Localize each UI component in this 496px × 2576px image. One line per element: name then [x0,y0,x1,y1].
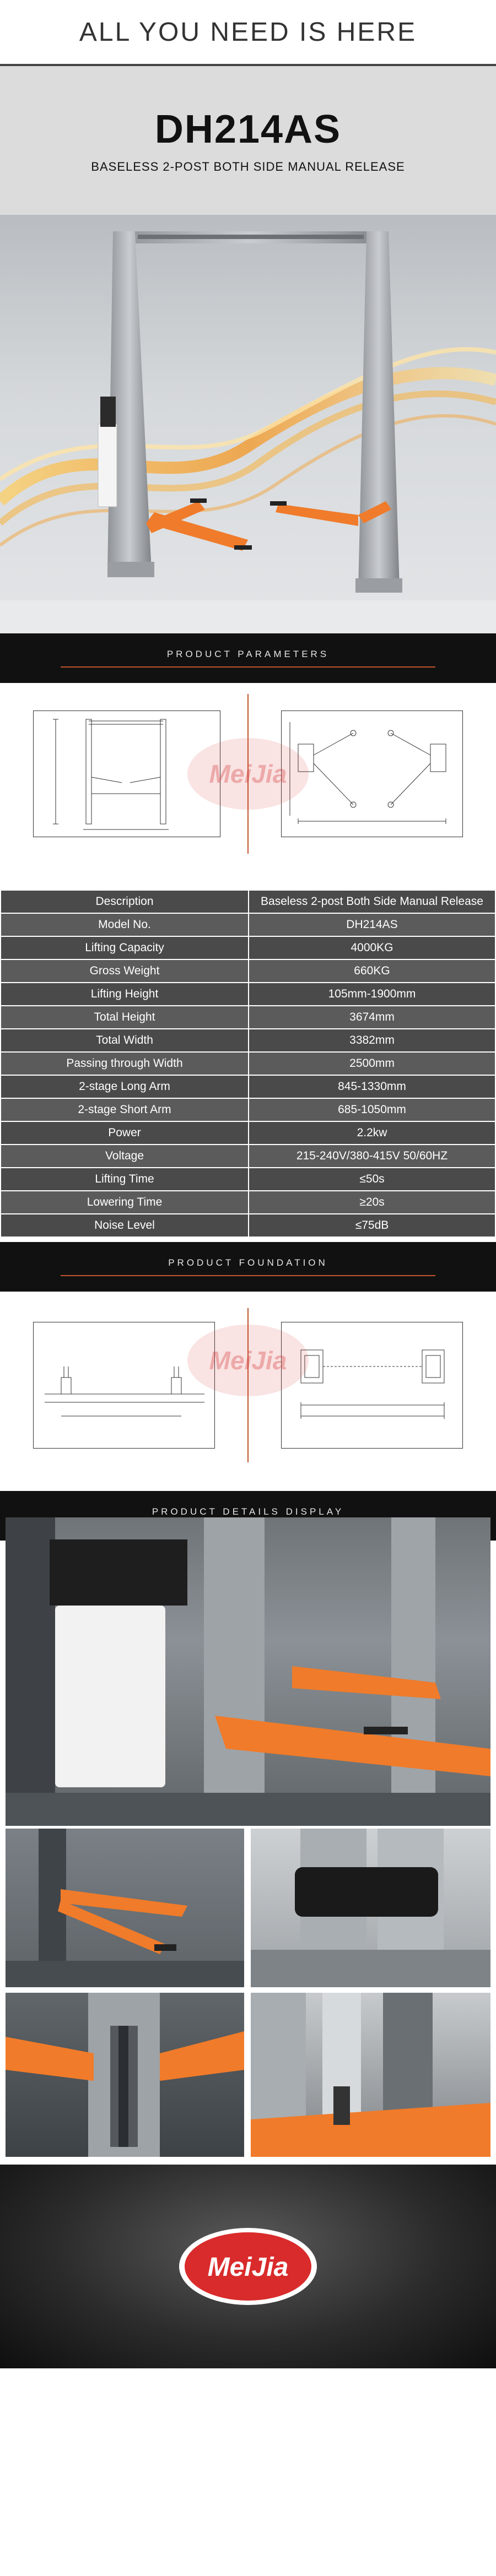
arm-floor-photo [6,1829,244,1987]
spec-row [1,1121,495,1145]
foundation-drawings [0,1292,496,1479]
brand-logo-text: MeiJia [207,2253,289,2282]
spec-label: Lowering Time [1,1191,249,1214]
spec-value: 3674mm [249,1006,495,1029]
foundation-plan-drawing [281,1322,463,1449]
detail-photo-carriage [6,1993,244,2157]
section-bar-foundation [0,1242,496,1292]
spec-label: Lifting Capacity [1,936,249,959]
model-title-block [0,66,496,215]
spec-row [1,1029,495,1052]
spec-row [1,913,495,936]
motor-arm-photo [6,1517,490,1826]
section-bar-parameters [0,633,496,683]
top-view-diagram [282,711,462,836]
detail-photo-motor-arm [6,1517,490,1826]
foundation-side-diagram [34,1322,214,1447]
section-underline [61,1275,435,1276]
page-header [0,0,496,66]
spec-table-body [1,890,495,1237]
spec-value: 685-1050mm [249,1098,495,1121]
spec-value: DH214AS [249,913,495,936]
spec-value: 660KG [249,959,495,983]
spec-label: 2-stage Long Arm [1,1075,249,1098]
lock-gear-photo [251,1993,490,2157]
watermark-logo-text: MeiJia [209,760,287,788]
spec-row [1,1098,495,1121]
spec-row [1,983,495,1006]
spec-value: ≤50s [249,1168,495,1191]
spec-label: Model No. [1,913,249,936]
detail-photo-arm-floor [6,1829,244,1987]
foundation-side-drawing [33,1322,215,1449]
parameter-drawings [0,683,496,865]
spec-row [1,1191,495,1214]
spec-row [1,1075,495,1098]
spec-value: 2500mm [249,1052,495,1075]
spec-value: ≥20s [249,1191,495,1214]
spec-label: Description [1,890,249,913]
spec-label: Noise Level [1,1214,249,1237]
hero-product-image [0,215,496,633]
spec-value: 3382mm [249,1029,495,1052]
model-number: DH214AS [154,107,342,151]
spec-row [1,890,495,913]
foundation-plan-diagram [282,1322,462,1447]
section-title-foundation: PRODUCT FOUNDATION [168,1257,328,1268]
spec-row [1,1052,495,1075]
spec-label: Voltage [1,1145,249,1168]
spec-row [1,1168,495,1191]
spec-row [1,1006,495,1029]
section-title-parameters: PRODUCT PARAMETERS [166,649,330,659]
brand-watermark [187,1325,309,1396]
watermark-logo-text: MeiJia [209,1346,287,1375]
spec-value: 4000KG [249,936,495,959]
carriage-photo [6,1993,244,2157]
model-subtitle: BASELESS 2-POST BOTH SIDE MANUAL RELEASE [91,160,405,173]
detail-photo-rubber-pad [251,1829,490,1987]
header-title: ALL YOU NEED IS HERE [79,17,417,47]
spec-row [1,1145,495,1168]
spec-value: 845-1330mm [249,1075,495,1098]
spec-value: 215-240V/380-415V 50/60HZ [249,1145,495,1168]
spec-label: Passing through Width [1,1052,249,1075]
spec-label: Total Height [1,1006,249,1029]
spec-table [0,890,496,1238]
spec-value: 2.2kw [249,1121,495,1145]
two-post-lift-illustration [0,215,496,633]
spec-label: Lifting Time [1,1168,249,1191]
detail-photo-lock-gear [251,1993,490,2157]
spec-row [1,1214,495,1237]
spec-value: ≤75dB [249,1214,495,1237]
section-underline [61,666,435,668]
brand-logo [176,2225,320,2308]
spec-label: Gross Weight [1,959,249,983]
section-title-details: PRODUCT DETAILS DISPLAY [152,1506,344,1517]
spec-row [1,959,495,983]
spec-label: Lifting Height [1,983,249,1006]
rubber-pad-photo [251,1829,490,1987]
spec-value: 105mm-1900mm [249,983,495,1006]
brand-footer [0,2165,496,2368]
brand-watermark [187,738,309,810]
spec-value: Baseless 2-post Both Side Manual Release [249,890,495,913]
spec-row [1,936,495,959]
spec-label: Power [1,1121,249,1145]
spec-label: 2-stage Short Arm [1,1098,249,1121]
spec-label: Total Width [1,1029,249,1052]
